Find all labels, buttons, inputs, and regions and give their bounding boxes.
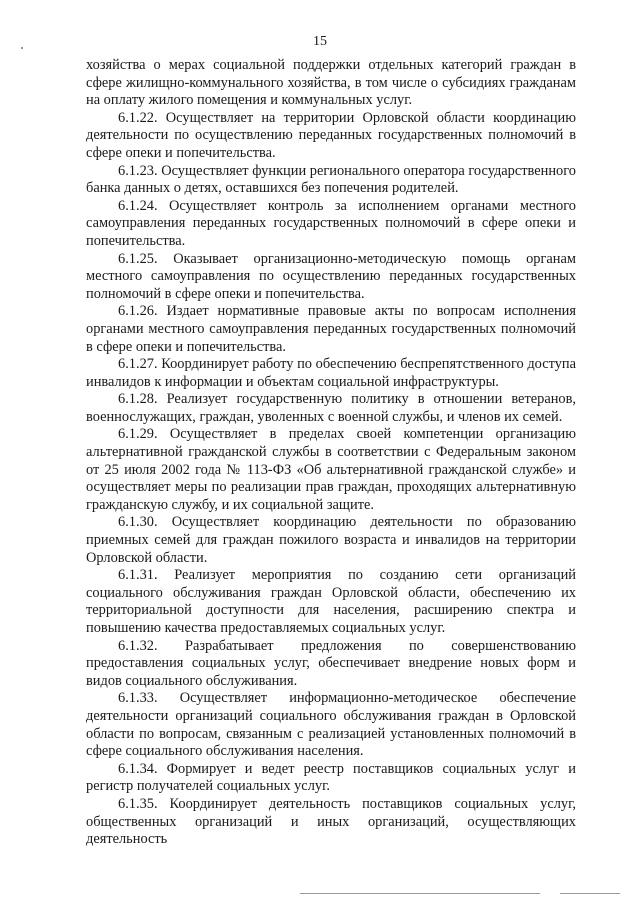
document-body [86, 57, 576, 849]
paragraph-6-1-34: 6.1.34. Формирует и ведет реестр поставщиков социальных услуг и регистр получателей социальных услуг. [86, 760, 576, 795]
paragraph-6-1-30: 6.1.30. Осуществляет координацию деятельности по образованию приемных семей для граждан пожилого возраста и инвалидов на территории Орловской области. [86, 514, 576, 566]
page-number: 15 [313, 34, 327, 49]
scan-edge-line [560, 893, 620, 894]
paragraph-6-1-32: 6.1.32. Разрабатывает предложения по совершенствованию предоставления социальных услуг, обеспечивает внедрение новых форм и видов социального обслуживания. [86, 637, 576, 689]
paragraph-6-1-26: 6.1.26. Издает нормативные правовые акты по вопросам исполнения органами местного самоуправления переданных государственных полномочий в сфере опеки и попечительства. [86, 303, 576, 355]
paragraph-6-1-31: 6.1.31. Реализует мероприятия по созданию сети организаций социального обслуживания граждан Орловской области, обеспечению их территориальной доступности для населения, расширению спектра и повышению качества предоставляемых социальных услуг. [86, 567, 576, 636]
paragraph-continuation: хозяйства о мерах социальной поддержки отдельных категорий граждан в сфере жилищно-коммунального хозяйства, в том числе о субсидиях гражданам на оплату жилого помещения и коммунальных услуг. [86, 57, 576, 109]
paragraph-6-1-22: 6.1.22. Осуществляет на территории Орловской области координацию деятельности по осуществлению переданных государственных полномочий в сфере опеки и попечительства. [86, 109, 576, 161]
paragraph-6-1-35: 6.1.35. Координирует деятельность поставщиков социальных услуг, общественных организаций и иных организаций, осуществляющих деятельность [86, 795, 576, 848]
paragraph-6-1-23: 6.1.23. Осуществляет функции регионального оператора государственного банка данных о детях, оставшихся без попечения родителей. [86, 162, 576, 197]
paragraph-6-1-25: 6.1.25. Оказывает организационно-методическую помощь органам местного самоуправления по осуществлению переданных государственных полномочий в сфере опеки и попечительства. [86, 250, 576, 302]
paragraph-6-1-24: 6.1.24. Осуществляет контроль за исполнением органами местного самоуправления переданных государственных полномочий в сфере опеки и попечительства. [86, 197, 576, 249]
paragraph-6-1-29: 6.1.29. Осуществляет в пределах своей компетенции организацию альтернативной гражданской службы в соответствии с Федеральным законом от 25 июля 2002 года № 113-ФЗ «Об альтернативной гражданской службе» и осуществляет меры по реализации прав граждан, проходящих альтернативную гражданскую службу, и их социальной защите. [86, 426, 576, 513]
scan-edge-line [300, 893, 540, 894]
paragraph-6-1-28: 6.1.28. Реализует государственную политику в отношении ветеранов, военнослужащих, граждан, уволенных с военной службы, и членов их семей. [86, 391, 576, 425]
paragraph-6-1-33: 6.1.33. Осуществляет информационно-методическое обеспечение деятельности организаций социального обслуживания граждан в Орловской области по вопросам, связанным с реализацией установленных полномочий в сфере социального обслуживания населения. [86, 690, 576, 760]
paragraph-6-1-27: 6.1.27. Координирует работу по обеспечению беспрепятственного доступа инвалидов к информации и объектам социальной инфраструктуры. [86, 356, 576, 390]
